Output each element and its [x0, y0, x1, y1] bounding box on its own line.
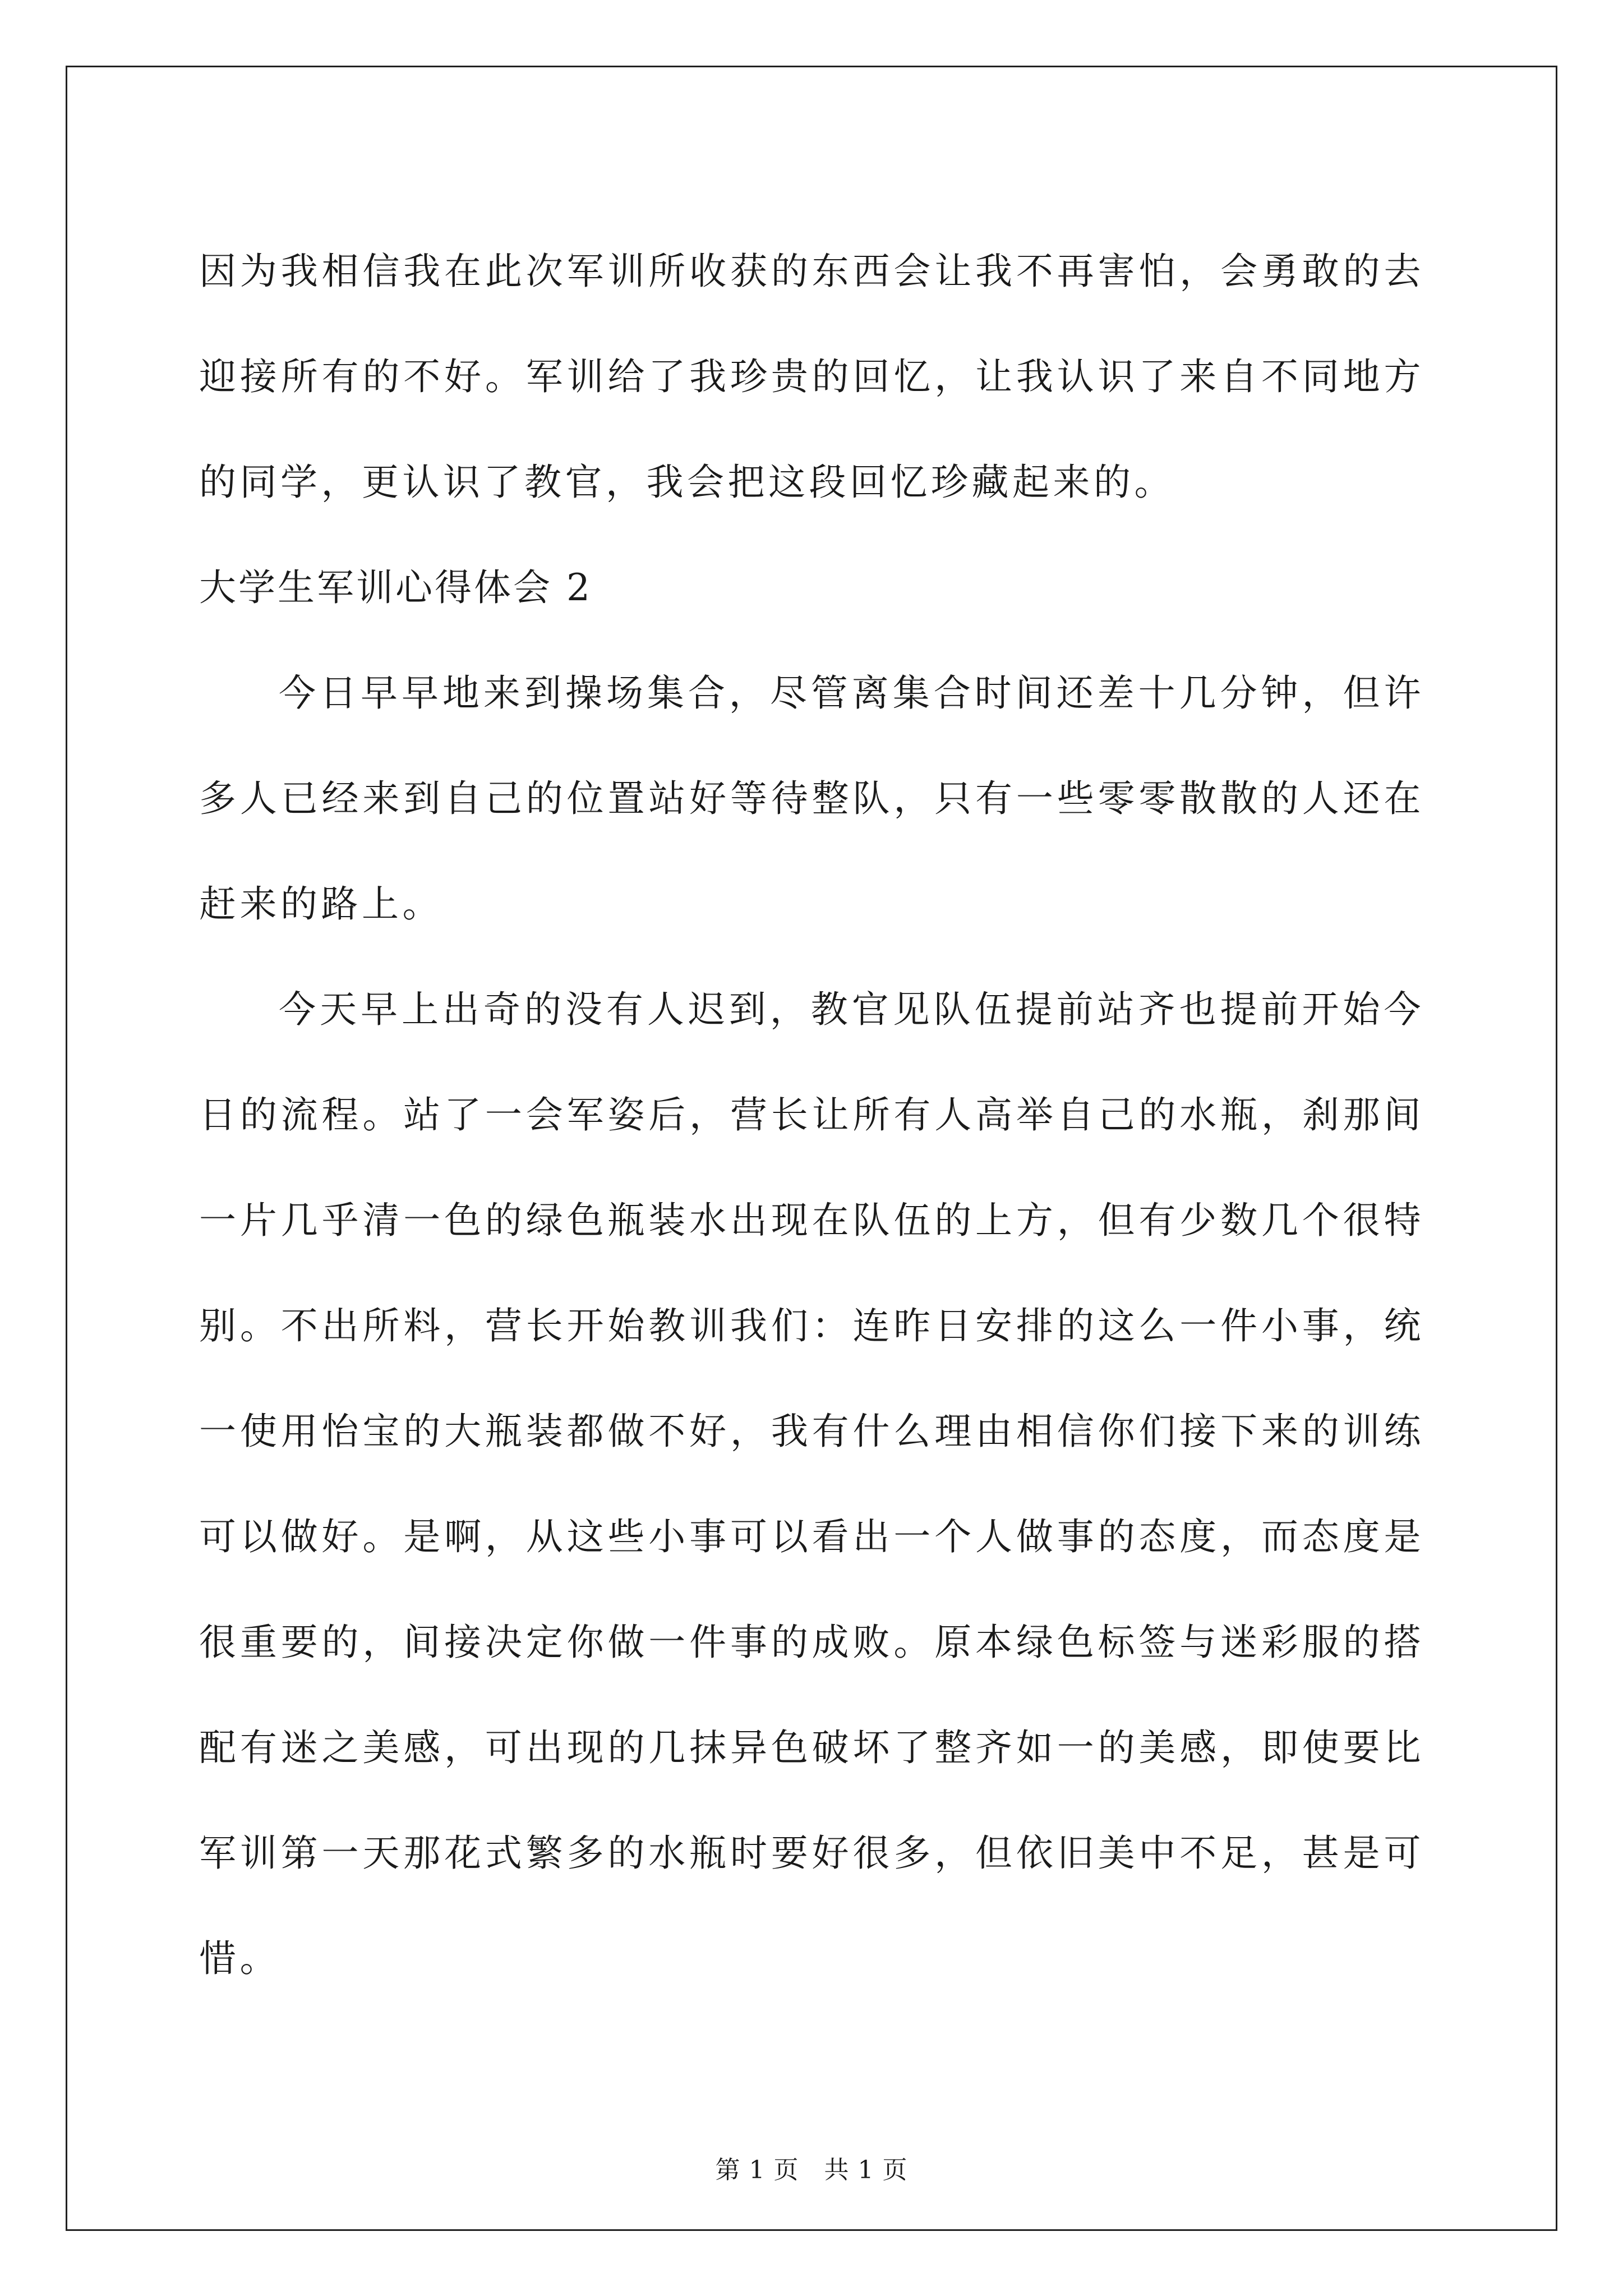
- section-heading: 大学生军训心得体会 2: [199, 566, 592, 609]
- paragraph-intro: 因为我相信我在此次军训所收获的东西会让我不再害怕，会勇敢的去迎接所有的不好。军训给了我珍贵的回忆，让我认识了来自不同地方的同学，更认识了教官，我会把这段回忆珍藏起来的。: [199, 250, 1424, 504]
- paragraph-body-2: 今天早上出奇的没有人迟到，教官见队伍提前站齐也提前开始今日的流程。站了一会军姿后，营长让所有人高举自己的水瓶，刹那间一片几乎清一色的绿色瓶装水出现在队伍的上方，但有少数几个很特别。不出所料，营长开始教训我们：连昨日安排的这么一件小事，统一使用怡宝的大瓶装都做不好，我有什么理由相信你们接下来的训练可以做好。是啊，从这些小事可以看出一个人做事的态度，而态度是很重要的，间接决定你做一件事的成败。原本绿色标签与迷彩服的搭配有迷之美感，可出现的几抹异色破坏了整齐如一的美感，即使要比军训第一天那花式繁多的水瓶时要好很多，但依旧美中不足，甚是可惜。: [199, 988, 1424, 1980]
- page-footer: 第 1 页 共 1 页: [715, 2156, 908, 2184]
- document-body: [199, 219, 1424, 2012]
- paragraph-body-1: 今日早早地来到操场集合，尽管离集合时间还差十几分钟，但许多人已经来到自己的位置站好等待整队，只有一些零零散散的人还在赶来的路上。: [199, 671, 1424, 926]
